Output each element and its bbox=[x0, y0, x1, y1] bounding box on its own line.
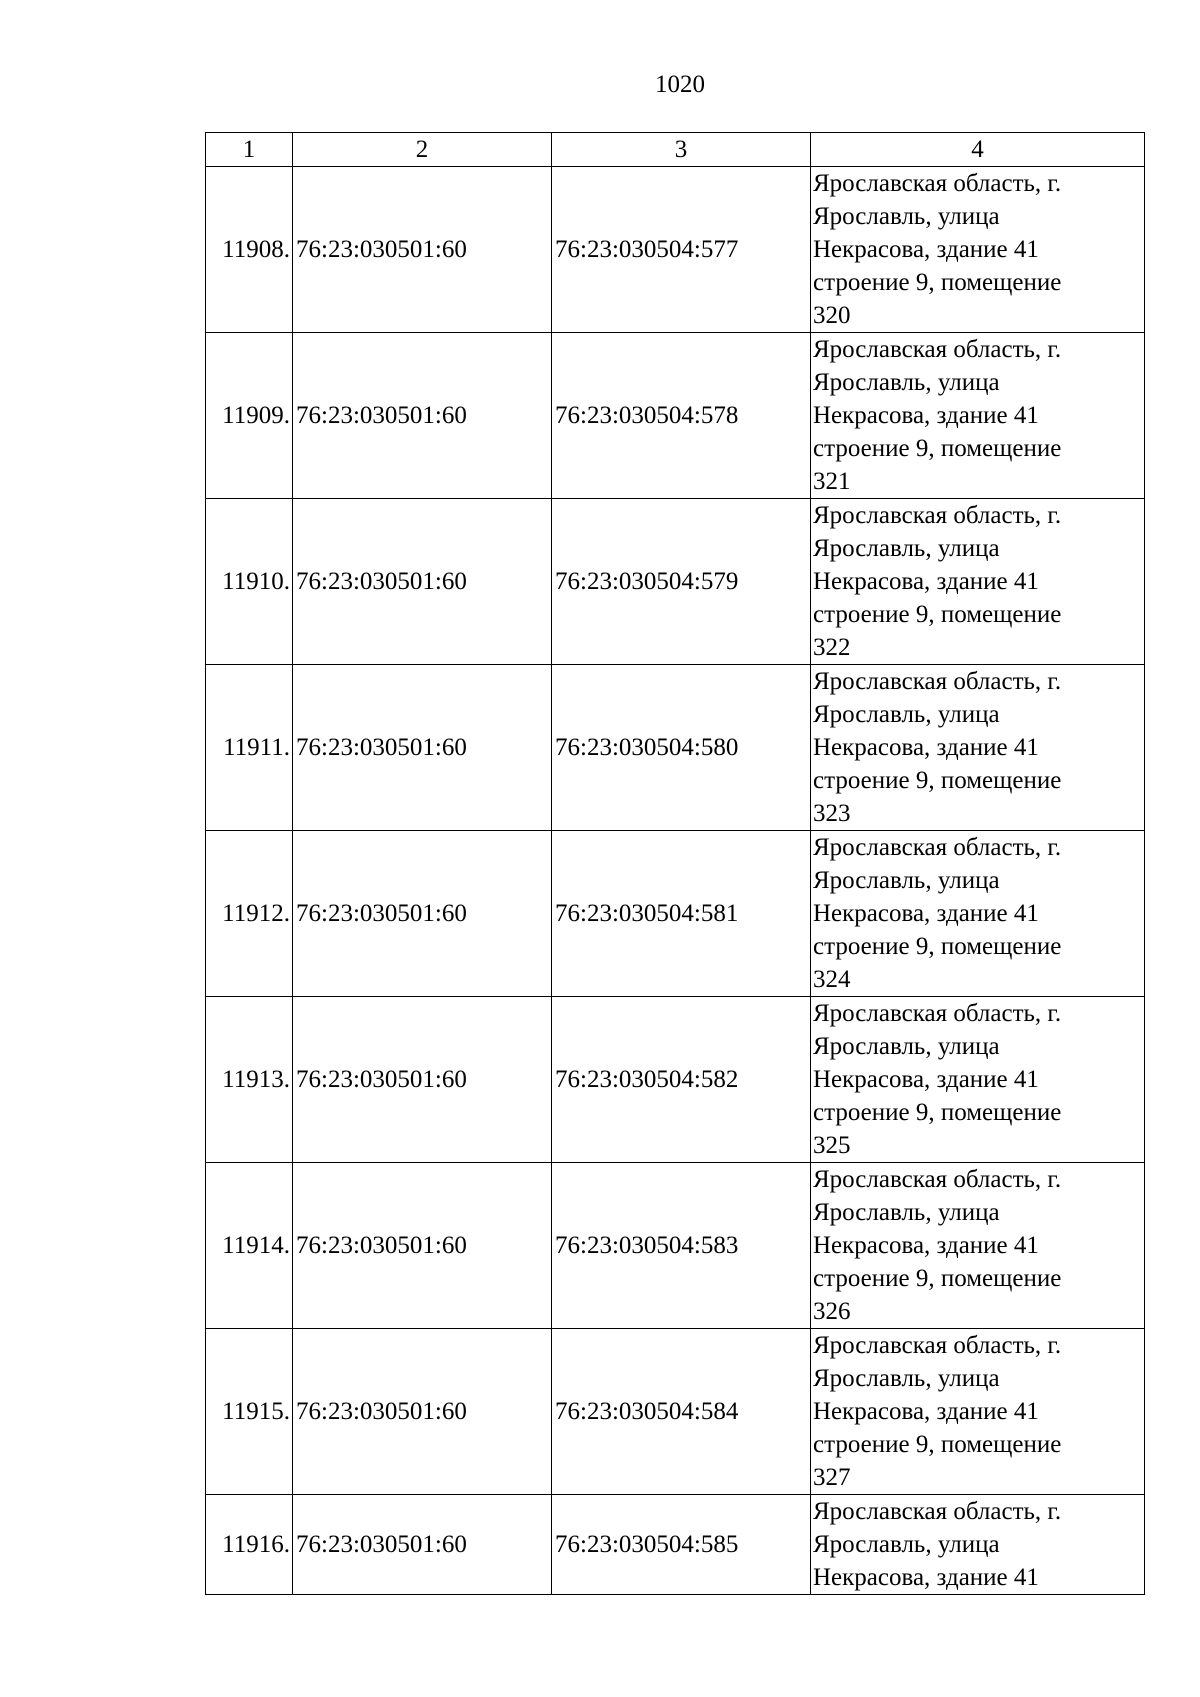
address-cell bbox=[811, 499, 1145, 665]
address-line: 326 bbox=[813, 1298, 851, 1325]
address-line: Ярославль, улица bbox=[813, 701, 1000, 728]
cadastral-number-cell: 76:23:030504:580 bbox=[552, 665, 811, 831]
address-cell bbox=[811, 831, 1145, 997]
address-cell bbox=[811, 665, 1145, 831]
address-line: 324 bbox=[813, 966, 851, 993]
address-line: Некрасова, здание 41 bbox=[813, 734, 1039, 761]
cadastral-number-cell: 76:23:030504:583 bbox=[552, 1163, 811, 1329]
parent-cadastral-number-cell: 76:23:030501:60 bbox=[293, 831, 552, 997]
parent-cadastral-number-cell: 76:23:030501:60 bbox=[293, 997, 552, 1163]
address-line: Ярославль, улица bbox=[813, 535, 1000, 562]
table-row bbox=[206, 167, 1145, 333]
address-line: Ярославль, улица bbox=[813, 369, 1000, 396]
address-line: 322 bbox=[813, 634, 851, 661]
address-line: 327 bbox=[813, 1464, 851, 1491]
cadastral-number-cell: 76:23:030504:581 bbox=[552, 831, 811, 997]
row-number-cell: 11909. bbox=[206, 333, 293, 499]
registry-table bbox=[205, 132, 1145, 1595]
row-number-cell: 11916. bbox=[206, 1495, 293, 1595]
header-cell-2: 2 bbox=[293, 133, 552, 167]
address-cell bbox=[811, 333, 1145, 499]
address-cell bbox=[811, 167, 1145, 333]
page-number: 1020 bbox=[655, 71, 705, 98]
table-row bbox=[206, 1329, 1145, 1495]
row-number-cell: 11913. bbox=[206, 997, 293, 1163]
address-line: Ярославская область, г. bbox=[813, 170, 1062, 197]
header-cell-4: 4 bbox=[811, 133, 1145, 167]
address-line: Некрасова, здание 41 bbox=[813, 900, 1039, 927]
address-line: строение 9, помещение bbox=[813, 1431, 1062, 1458]
address-line: строение 9, помещение bbox=[813, 269, 1062, 296]
address-line: Ярославская область, г. bbox=[813, 502, 1062, 529]
address-line: строение 9, помещение bbox=[813, 601, 1062, 628]
table-row bbox=[206, 1163, 1145, 1329]
table-row bbox=[206, 333, 1145, 499]
table-row bbox=[206, 831, 1145, 997]
table-row bbox=[206, 1495, 1145, 1595]
row-number-cell: 11914. bbox=[206, 1163, 293, 1329]
address-line: Некрасова, здание 41 bbox=[813, 1564, 1039, 1591]
address-line: Некрасова, здание 41 bbox=[813, 236, 1039, 263]
address-line: 325 bbox=[813, 1132, 851, 1159]
address-line: 321 bbox=[813, 468, 851, 495]
address-line: Ярославль, улица bbox=[813, 1199, 1000, 1226]
table-row bbox=[206, 997, 1145, 1163]
address-line: Ярославская область, г. bbox=[813, 834, 1062, 861]
address-line: Ярославль, улица bbox=[813, 1531, 1000, 1558]
address-line: строение 9, помещение bbox=[813, 767, 1062, 794]
address-line: строение 9, помещение bbox=[813, 1099, 1062, 1126]
address-cell bbox=[811, 1495, 1145, 1595]
address-line: Ярославская область, г. bbox=[813, 668, 1062, 695]
address-line: строение 9, помещение bbox=[813, 435, 1062, 462]
header-cell-1: 1 bbox=[206, 133, 293, 167]
address-line: Некрасова, здание 41 bbox=[813, 568, 1039, 595]
address-line: Ярославская область, г. bbox=[813, 1332, 1062, 1359]
parent-cadastral-number-cell: 76:23:030501:60 bbox=[293, 1495, 552, 1595]
address-line: Ярославская область, г. bbox=[813, 1166, 1062, 1193]
parent-cadastral-number-cell: 76:23:030501:60 bbox=[293, 1329, 552, 1495]
parent-cadastral-number-cell: 76:23:030501:60 bbox=[293, 1163, 552, 1329]
table-row bbox=[206, 665, 1145, 831]
address-line: Ярославская область, г. bbox=[813, 336, 1062, 363]
address-line: Некрасова, здание 41 bbox=[813, 402, 1039, 429]
cadastral-number-cell: 76:23:030504:582 bbox=[552, 997, 811, 1163]
address-line: Некрасова, здание 41 bbox=[813, 1232, 1039, 1259]
table-body bbox=[206, 167, 1145, 1595]
row-number-cell: 11910. bbox=[206, 499, 293, 665]
cadastral-number-cell: 76:23:030504:577 bbox=[552, 167, 811, 333]
header-cell-3: 3 bbox=[552, 133, 811, 167]
cadastral-number-cell: 76:23:030504:579 bbox=[552, 499, 811, 665]
row-number-cell: 11908. bbox=[206, 167, 293, 333]
address-line: Некрасова, здание 41 bbox=[813, 1398, 1039, 1425]
row-number-cell: 11915. bbox=[206, 1329, 293, 1495]
address-line: Ярославская область, г. bbox=[813, 1000, 1062, 1027]
cadastral-number-cell: 76:23:030504:585 bbox=[552, 1495, 811, 1595]
parent-cadastral-number-cell: 76:23:030501:60 bbox=[293, 167, 552, 333]
address-line: Ярославль, улица bbox=[813, 203, 1000, 230]
parent-cadastral-number-cell: 76:23:030501:60 bbox=[293, 499, 552, 665]
address-cell bbox=[811, 1163, 1145, 1329]
address-line: строение 9, помещение bbox=[813, 1265, 1062, 1292]
address-cell bbox=[811, 1329, 1145, 1495]
address-line: Ярославль, улица bbox=[813, 1033, 1000, 1060]
address-line: 323 bbox=[813, 800, 851, 827]
address-line: Ярославль, улица bbox=[813, 867, 1000, 894]
address-line: строение 9, помещение bbox=[813, 933, 1062, 960]
parent-cadastral-number-cell: 76:23:030501:60 bbox=[293, 665, 552, 831]
row-number-cell: 11912. bbox=[206, 831, 293, 997]
parent-cadastral-number-cell: 76:23:030501:60 bbox=[293, 333, 552, 499]
cadastral-number-cell: 76:23:030504:578 bbox=[552, 333, 811, 499]
row-number-cell: 11911. bbox=[206, 665, 293, 831]
address-line: Некрасова, здание 41 bbox=[813, 1066, 1039, 1093]
address-line: 320 bbox=[813, 302, 851, 329]
cadastral-number-cell: 76:23:030504:584 bbox=[552, 1329, 811, 1495]
address-cell bbox=[811, 997, 1145, 1163]
table-row bbox=[206, 499, 1145, 665]
address-line: Ярославская область, г. bbox=[813, 1498, 1062, 1525]
header-row bbox=[206, 133, 1145, 167]
address-line: Ярославль, улица bbox=[813, 1365, 1000, 1392]
